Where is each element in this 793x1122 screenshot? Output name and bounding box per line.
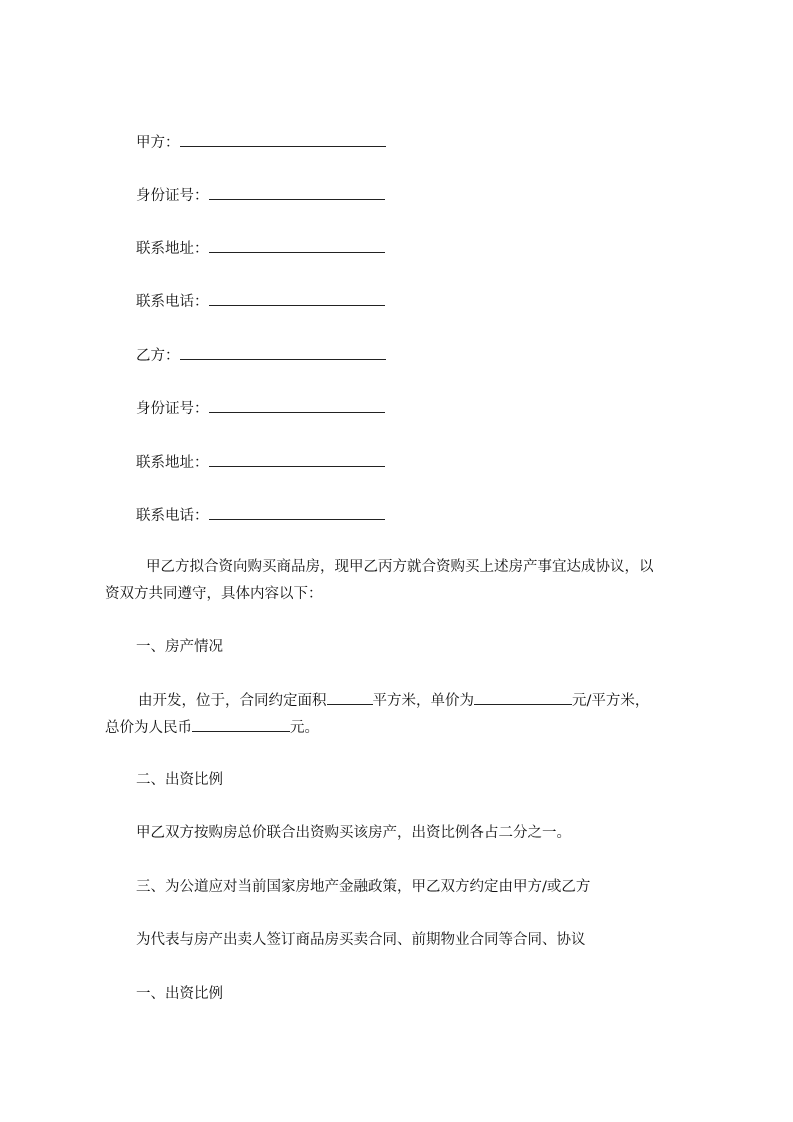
party-b-name-row (136, 345, 386, 366)
party-a-address-label: 联系地址： (136, 241, 209, 257)
party-a-phone-label: 联系电话： (136, 294, 209, 310)
party-a-name-row (136, 132, 386, 153)
section-1-heading: 一、房产情况 (136, 639, 223, 655)
party-a-address-row (136, 238, 385, 259)
party-b-id-row (136, 398, 385, 419)
intro-line-1: 甲乙方拟合资向购买商品房，现甲乙丙方就合资购买上述房产事宜达成协议，以 (146, 559, 654, 575)
party-b-phone-label: 联系电话： (136, 508, 209, 524)
party-a-phone-row (136, 291, 385, 312)
party-a-id-row (136, 185, 385, 206)
property-text-a: 由开发，位于，合同约定面积 (138, 693, 327, 709)
party-a-name-label: 甲方： (136, 135, 180, 151)
party-b-address-blank[interactable] (209, 452, 385, 467)
party-b-address-row (136, 452, 385, 473)
total-price-text-b: 元。 (290, 720, 319, 736)
party-a-id-blank[interactable] (209, 185, 385, 200)
section-2-heading: 二、出资比例 (136, 772, 223, 788)
intro-line-2: 资双方共同遵守，具体内容以下： (105, 586, 323, 602)
party-b-phone-row (136, 505, 385, 526)
party-a-id-label: 身份证号： (136, 188, 209, 204)
total-price-blank[interactable] (192, 717, 290, 732)
party-b-id-label: 身份证号： (136, 401, 209, 417)
section-4-heading: 一、出资比例 (136, 986, 223, 1002)
section-3-line-2: 为代表与房产出卖人签订商品房买卖合同、前期物业合同等合同、协议 (136, 932, 586, 948)
property-text-c: 元/平方米， (572, 693, 650, 709)
area-blank[interactable] (327, 690, 373, 705)
section-1-para-line-2 (105, 717, 319, 738)
property-text-b: 平方米，单价为 (372, 693, 474, 709)
party-b-name-label: 乙方： (136, 348, 180, 364)
unit-price-blank[interactable] (474, 690, 572, 705)
section-3-line-1: 三、为公道应对当前国家房地产金融政策，甲乙双方约定由甲方/或乙方 (136, 879, 591, 895)
party-b-name-blank[interactable] (180, 345, 386, 360)
section-1-para-line-1 (138, 690, 649, 711)
party-a-address-blank[interactable] (209, 238, 385, 253)
party-b-address-label: 联系地址： (136, 455, 209, 471)
party-b-id-blank[interactable] (209, 398, 385, 413)
total-price-text-a: 总价为人民币 (105, 720, 192, 736)
party-a-name-blank[interactable] (180, 132, 386, 147)
section-2-text: 甲乙双方按购房总价联合出资购买该房产，出资比例各占二分之一。 (136, 825, 571, 841)
party-b-phone-blank[interactable] (209, 505, 385, 520)
party-a-phone-blank[interactable] (209, 291, 385, 306)
